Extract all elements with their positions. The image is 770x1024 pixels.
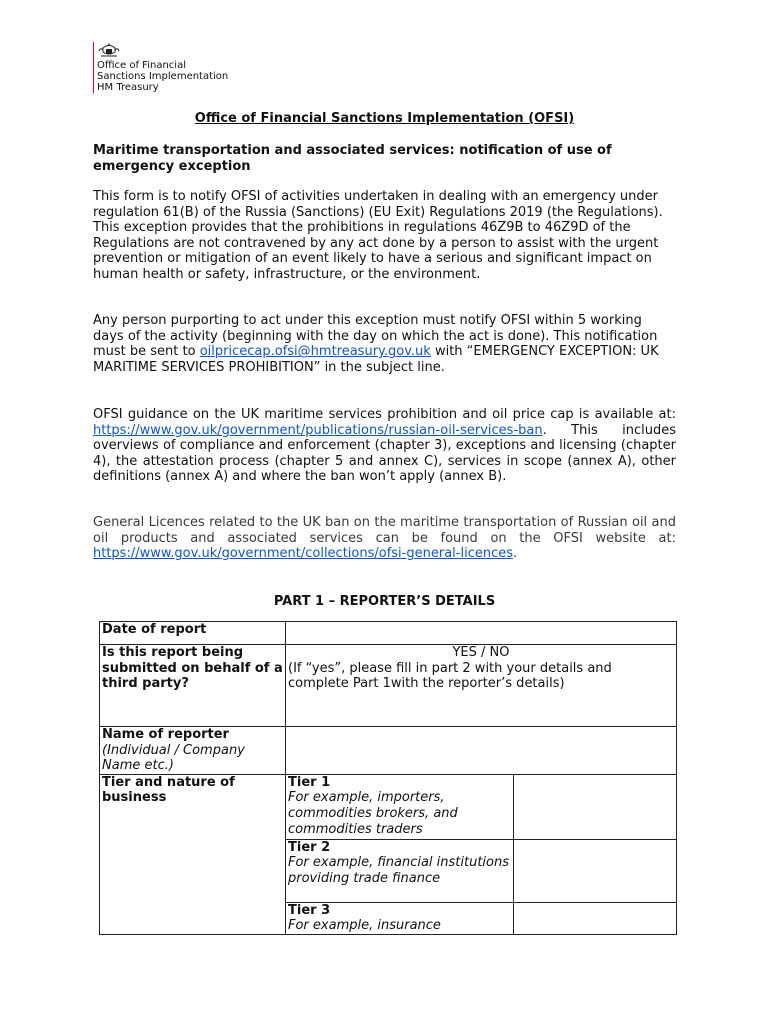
email-link[interactable]: oilpricecap.ofsi@hmtreasury.gov.uk (199, 344, 431, 360)
reporter-name-hint: (Individual / Company Name etc.) (102, 742, 245, 774)
licences-text-after: . (513, 546, 518, 562)
notification-text-after: with “EMERGENCY EXCEPTION: UK MARITIME SERVICES PROHIBITION” in the subject line. (93, 344, 659, 375)
reporter-name-field[interactable] (286, 727, 677, 775)
tier-1-field[interactable] (514, 774, 677, 839)
logo-accent-bar (93, 42, 94, 93)
yes-no-options: YES / NO (452, 645, 510, 660)
guidance-text-before: OFSI guidance on the UK maritime services prohibition and oil price cap is available at: (93, 407, 676, 422)
third-party-label: Is this report being submitted on behalf of a third party? (100, 645, 286, 727)
tier-1-example: For example, importers, commodities brokers, and commodities traders (288, 790, 458, 837)
tier-2-field[interactable] (514, 839, 677, 902)
royal-crest-icon (97, 42, 121, 58)
intro-paragraph: This form is to notify OFSI of activities undertaken in dealing with an emergency under regulation 61(B) of the Russia (Sanctions) (EU Exit) Regulations 2019 (the Regulations). This exception provides that the prohibitions in regulations 46Z9B to 46Z9D of the Regulations are not contravened by any act done by a person to assist with the urgent prevention or mitigation of an event likely to have a serious and significant impact on human health or safety, infrastructure, or the environment. (93, 189, 663, 282)
document-title: Office of Financial Sanctions Implementation (OFSI) (194, 111, 575, 126)
date-of-report-field[interactable] (286, 622, 677, 645)
logo-line-2: Sanctions Implementation (97, 71, 229, 82)
notification-text-before: Any person purporting to act under this exception must notify OFSI within 5 working days of the activity (beginning with the day on which the act is done). This notification must be sent to (93, 313, 658, 360)
guidance-link[interactable]: https://www.gov.uk/government/publications/russian-oil-services-ban (93, 422, 543, 438)
document-subtitle: Maritime transportation and associated services: notification of use of emergency exception (93, 143, 612, 174)
notification-paragraph (93, 313, 676, 375)
licences-link[interactable]: https://www.gov.uk/government/collections/ofsi-general-licences (93, 546, 513, 562)
reporter-name-cell (100, 727, 286, 775)
third-party-field[interactable] (286, 645, 677, 727)
licences-text-before: General Licences related to the UK ban on the maritime transportation of Russian oil and oil products and associated services can be found on the OFSI website at: (93, 515, 676, 546)
tier-3-field[interactable] (514, 902, 677, 934)
part1-heading: PART 1 – REPORTER’S DETAILS (273, 594, 496, 609)
guidance-paragraph (93, 407, 676, 485)
tier-label: Tier and nature of business (100, 774, 286, 934)
third-party-note: (If “yes”, please fill in part 2 with your details and complete Part 1with the reporter’s details) (288, 660, 612, 692)
tier-3-cell (286, 902, 514, 934)
tier-2-name: Tier 2 (288, 839, 331, 855)
tier-3-name: Tier 3 (288, 902, 331, 918)
guidance-text-after: . This includes overviews of compliance and enforcement (chapter 3), exceptions and licensing (chapter 4), the attestation process (chapter 5 and annex C), services in scope (annex A), other definitions (annex A) and where the ban won’t apply (annex B). (93, 422, 676, 485)
reporter-name-label: Name of reporter (102, 727, 229, 742)
logo-line-3: HM Treasury (97, 82, 159, 93)
reporter-details-table (99, 621, 677, 935)
logo-line-1: Office of Financial (97, 60, 186, 71)
tier-1-name: Tier 1 (288, 774, 331, 790)
tier-2-cell (286, 839, 514, 902)
licences-paragraph (93, 515, 676, 562)
date-of-report-label: Date of report (100, 622, 286, 645)
tier-3-example: For example, insurance (288, 918, 441, 934)
tier-2-example: For example, financial institutions providing trade finance (288, 855, 510, 886)
tier-1-cell (286, 774, 514, 839)
